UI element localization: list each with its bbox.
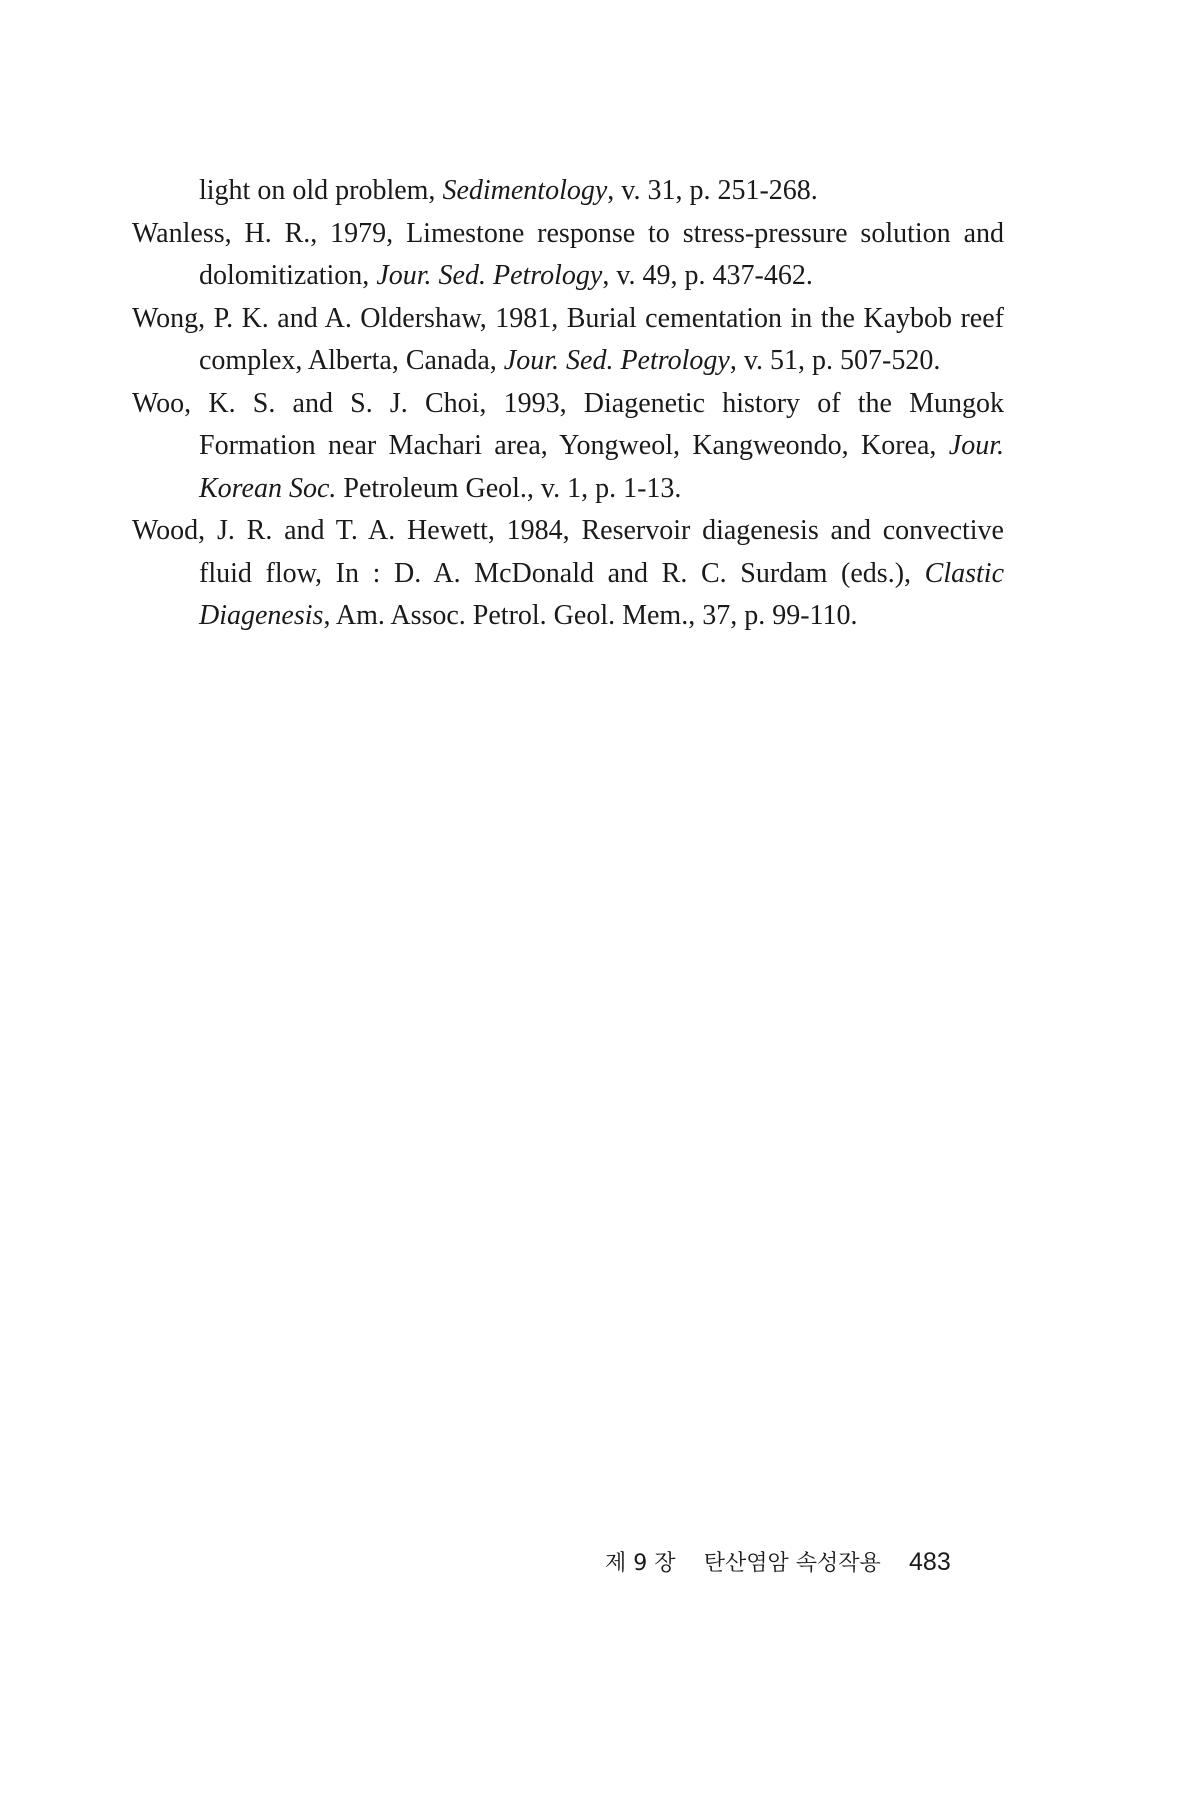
reference-entry <box>132 170 1004 213</box>
reference-text: , v. 31, p. 251-268. <box>607 175 818 206</box>
journal-title: Jour. Sed. Petrology <box>503 345 730 376</box>
journal-title: Sedimentology <box>442 175 608 206</box>
reference-entry <box>132 510 1004 638</box>
reference-entry <box>132 298 1004 383</box>
reference-entry <box>132 213 1004 298</box>
reference-text: , v. 49, p. 437-462. <box>602 260 813 291</box>
reference-entry <box>132 383 1004 511</box>
journal-title: Jour. Sed. Petrology <box>376 260 603 291</box>
journal-title: Jour. Korean Soc. <box>199 430 1004 504</box>
reference-text: light on old problem, <box>199 175 443 206</box>
reference-text: Wong, P. K. and A. Oldershaw, 1981, Burial cementation in the Kaybob reef complex, Alberta, Canada, <box>132 302 1004 376</box>
chapter-label: 제 9 장 <box>605 1551 676 1576</box>
journal-title: Clastic Diagenesis <box>199 557 1004 631</box>
reference-text: Woo, K. S. and S. J. Choi, 1993, Diagenetic history of the Mungok Formation near Machari area, Yongweol, Kangweondo, Korea, <box>132 387 1004 461</box>
reference-text: , Am. Assoc. Petrol. Geol. Mem., 37, p. 99-110. <box>323 600 858 631</box>
reference-text: Wanless, H. R., 1979, Limestone response to stress-pressure solution and dolomitization, <box>132 217 1004 291</box>
reference-text: Wood, J. R. and T. A. Hewett, 1984, Reservoir diagenesis and convective fluid flow, In : D. A. McDonald and R. C. Surdam (eds.), <box>132 515 1004 589</box>
reference-list <box>132 170 1004 638</box>
page-number: 483 <box>909 1548 951 1576</box>
reference-text: Petroleum Geol., v. 1, p. 1-13. <box>336 472 682 504</box>
page-footer <box>605 1546 951 1577</box>
chapter-title: 탄산염암 속성작용 <box>703 1551 881 1576</box>
reference-text: , v. 51, p. 507-520. <box>729 345 941 376</box>
